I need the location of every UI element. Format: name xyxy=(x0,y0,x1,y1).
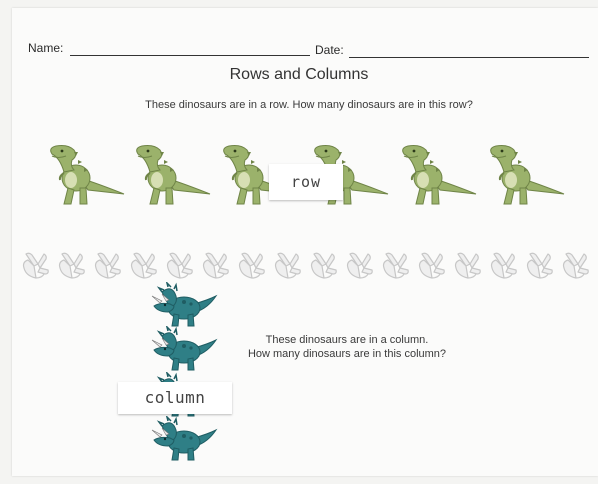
dinosaur-footprint-icon xyxy=(344,250,374,284)
t-rex-icon xyxy=(44,140,126,210)
row-label-card[interactable]: row xyxy=(269,164,343,200)
date-label: Date: xyxy=(315,43,344,57)
dinosaur-footprint-icon xyxy=(236,250,266,284)
dinosaur-footprint-icon xyxy=(488,250,518,284)
triceratops-icon xyxy=(148,326,218,372)
footprint-track-row xyxy=(20,248,598,286)
dinosaur-footprint-icon xyxy=(128,250,158,284)
dinosaur-footprint-icon xyxy=(56,250,86,284)
page-title: Rows and Columns xyxy=(229,66,369,83)
t-rex-icon xyxy=(484,140,566,210)
dinosaur-footprint-icon xyxy=(164,250,194,284)
dinosaur-footprint-icon xyxy=(380,250,410,284)
dinosaur-footprint-icon xyxy=(200,250,230,284)
t-rex-icon xyxy=(130,140,212,210)
dinosaur-footprint-icon xyxy=(524,250,554,284)
name-label: Name: xyxy=(28,41,64,55)
t-rex-icon xyxy=(396,140,478,210)
dinosaur-footprint-icon xyxy=(92,250,122,284)
name-line[interactable] xyxy=(70,55,310,56)
row-question: These dinosaurs are in a row. How many dinosaurs are in this row? xyxy=(145,99,473,111)
column-question-line2: How many dinosaurs are in this column? xyxy=(247,348,447,360)
dinosaur-footprint-icon xyxy=(308,250,338,284)
triceratops-icon xyxy=(148,416,218,462)
dinosaur-footprint-icon xyxy=(20,250,50,284)
dinosaur-footprint-icon xyxy=(272,250,302,284)
date-line[interactable] xyxy=(349,57,589,58)
column-label-card[interactable]: column xyxy=(118,382,232,414)
column-question-line1: These dinosaurs are in a column. xyxy=(265,334,429,346)
dinosaur-footprint-icon xyxy=(452,250,482,284)
dinosaur-footprint-icon xyxy=(416,250,446,284)
dinosaur-footprint-icon xyxy=(560,250,590,284)
triceratops-icon xyxy=(148,282,218,328)
